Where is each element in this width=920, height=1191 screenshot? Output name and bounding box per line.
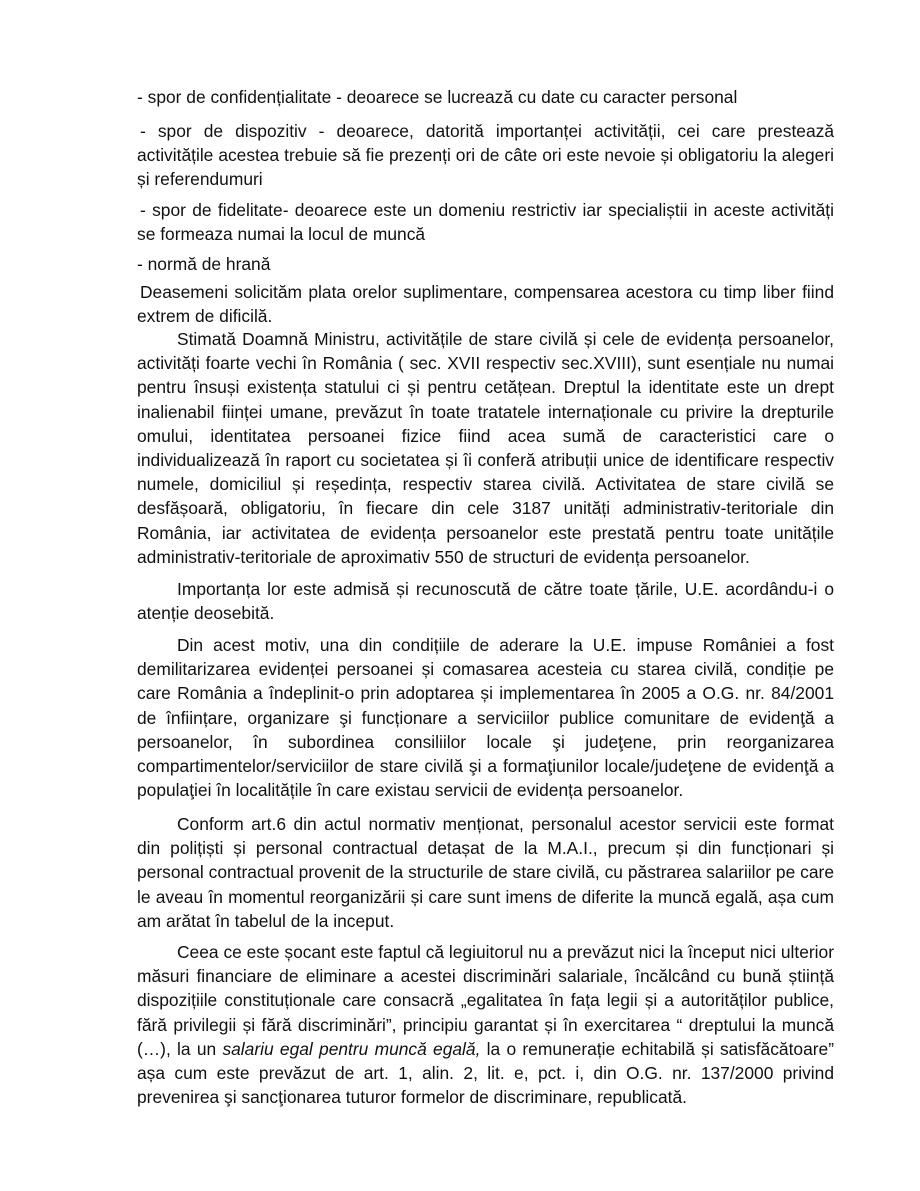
italic-phrase: salariu egal pentru muncă egală, bbox=[222, 1038, 481, 1059]
paragraph-salary-discrimination bbox=[137, 940, 834, 1109]
paragraph-fidelity-bonus: - spor de fidelitate- deoarece este un domeniu restrictiv iar specialiștii in aceste activități se formeaza numai la locul de muncă bbox=[137, 200, 834, 245]
paragraph-civil-status-importance: Stimată Doamnă Ministru, activitățile de stare civilă și cele de evidența persoanelor, activități foarte vechi în România ( sec. XVII respectiv sec.XVIII), sunt esențiale nu numai pentru însuși existența statului ci și pentru cetățean. Dreptul la identitate este un drept inalienabil ființei umane, prevăzut în toate tratatele internaționale cu privire la drepturile omului, identitatea persoanei fizice fiind acea sumă de caracteristici care o individualizează în raport cu societatea și îi conferă atribuții unice de identificare respectiv numele, domiciliul și reședința, respectiv starea civilă. Activitatea de stare civilă se desfășoară, obligatoriu, în fiecare din cele 3187 unități administrativ-teritoriale din România, iar activitatea de evidența persoanelor este prestată pentru toate unitățile administrativ-teritoriale de aproximativ 550 de structuri de evidența persoanelor. bbox=[137, 329, 834, 567]
paragraph-food-allowance: - normă de hrană bbox=[137, 254, 271, 274]
paragraph-text-part: Ceea ce este șocant este faptul că legiuitorul nu a prevăzut nici la început nici ulterior măsuri financiare de eliminare a acestei discriminări salariale, încălcând cu bună știință dispozițiile constituționale care consacră „egalitatea în fața legii și a autorităților publice, fără privilegii și fără discriminări”, principiu garantat și în exercitarea “ dreptului la muncă (…), la un bbox=[137, 942, 834, 1059]
paragraph-art6-personnel: Conform art.6 din actul normativ menționat, personalul acestor servicii este format din polițiști și personal contractual detașat de la M.A.I., precum și din funcționari și personal contractual provenit de la structurile de stare civilă, cu păstrarea salariilor pe care le aveau în momentul reorganizării și care sunt imens de diferite la muncă egală, așa cum am arătat în tabelul de la inceput. bbox=[137, 814, 834, 931]
paragraph-availability-bonus: - spor de dispozitiv - deoarece, datorită importanței activității, cei care prestează activitățile acestea trebuie să fie prezenți ori de câte ori este nevoie și obligatoriu la alegeri și referendumuri bbox=[137, 121, 834, 190]
paragraph-overtime-request: Deasemeni solicităm plata orelor suplimentare, compensarea acestora cu timp liber fiind extrem de dificilă. bbox=[137, 282, 834, 327]
paragraph-confidentiality-bonus: - spor de confidențialitate - deoarece se lucrează cu date cu caracter personal bbox=[137, 87, 738, 107]
paragraph-eu-accession-condition: Din acest motiv, una din condițiile de aderare la U.E. impuse României a fost demilitarizarea evidenței persoanei și comasarea acesteia cu starea civilă, condiție pe care România a îndeplinit-o prin adoptarea și implementarea în 2005 a O.G. nr. 84/2001 de înființare, organizare şi funcționare a serviciilor publice comunitare de evidenţă a persoanelor, în subordinea consiliilor locale şi judeţene, prin reorganizarea compartimentelor/serviciilor de stare civilă şi a formaţiunilor locale/judeţene de evidenţă a populaţiei în localitățile în care existau servicii de evidența persoanelor. bbox=[137, 635, 834, 801]
paragraph-text-part: la o remunerație echitabilă și satisfăcătoare” așa cum este prevăzut de art. 1, alin. 2, lit. e, pct. i, din O.G. nr. 137/2000 privind prevenirea şi sancţionarea tuturor formelor de discriminare, republicată. bbox=[137, 1038, 834, 1108]
paragraph-eu-recognition: Importanța lor este admisă și recunoscută de către toate țările, U.E. acordându-i o atenție deosebită. bbox=[137, 579, 834, 624]
